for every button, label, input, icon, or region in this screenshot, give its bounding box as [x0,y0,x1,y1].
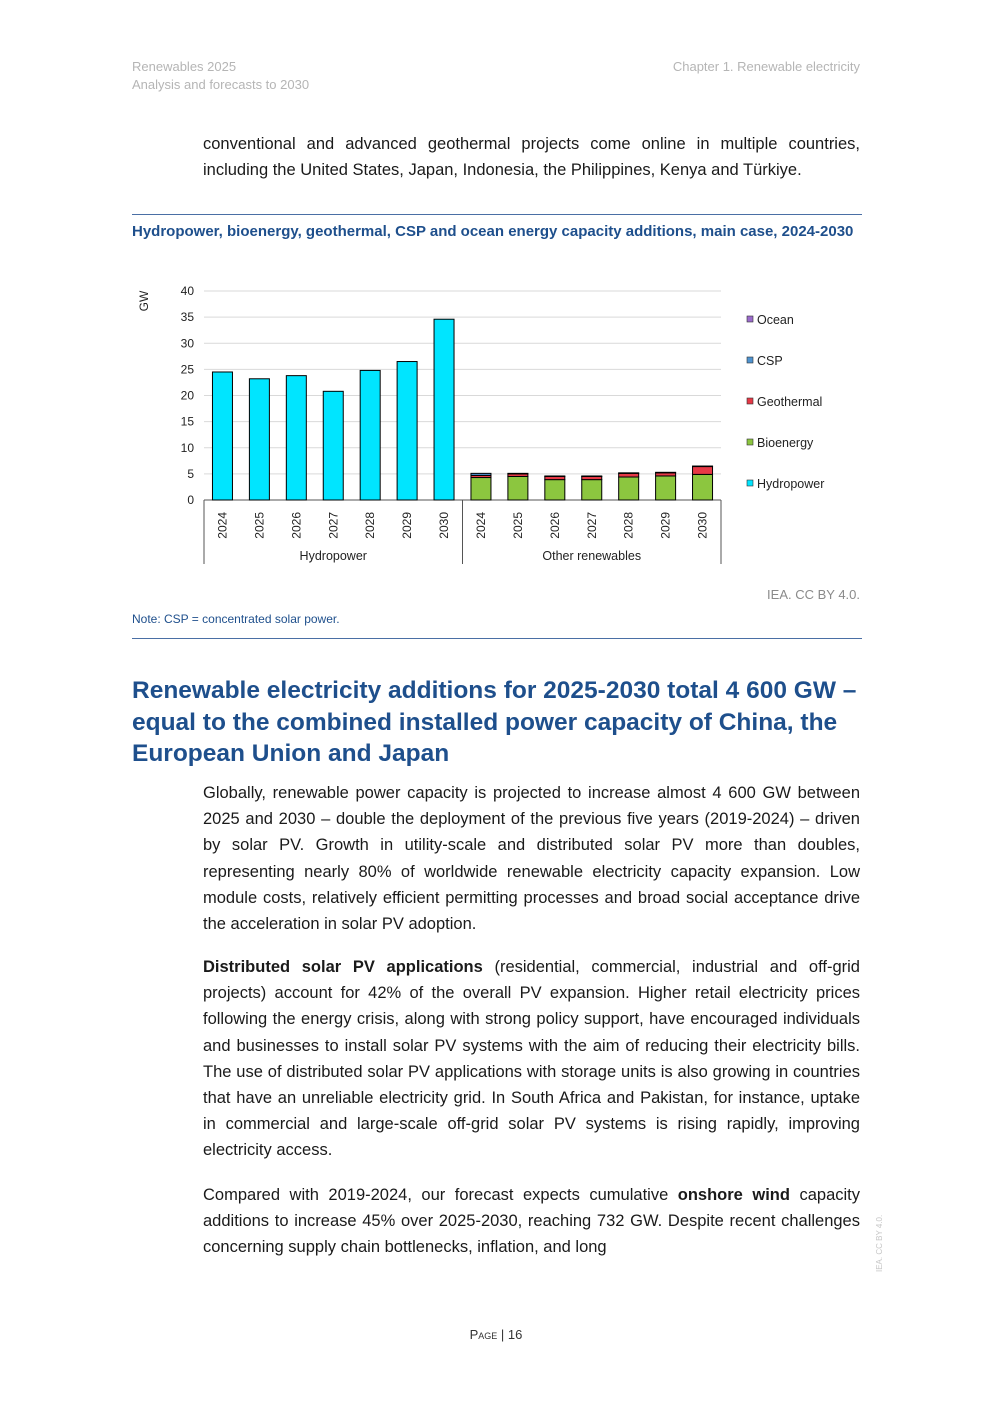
legend-label: CSP [757,354,783,368]
bar-bioenergy [619,477,639,500]
legend-swatch [747,398,753,404]
onshore-wind-intro: Compared with 2019-2024, our forecast expects cumulative [203,1186,678,1204]
y-tick-label: 5 [187,466,194,481]
x-tick-label: 2024 [473,512,488,539]
y-axis-label: GW [137,290,151,312]
bar-hydropower [212,372,232,500]
bar-hydropower [434,319,454,500]
page-label: Page [469,1327,498,1342]
capacity-additions-chart [132,278,862,568]
y-tick-label: 20 [180,388,194,403]
bar-csp [545,476,565,477]
bar-hydropower [397,362,417,500]
y-tick-label: 25 [180,362,194,377]
x-tick-label: 2025 [510,512,525,539]
figure-top-rule [132,214,862,215]
legend-label: Geothermal [757,395,823,409]
legend-swatch [747,316,753,322]
y-tick-label: 40 [180,284,194,298]
paragraph-global-capacity: Globally, renewable power capacity is projected to increase almost 4 600 GW between 2025 and 2030 – double the deployment of the previous five years (2019-2024) – driven by solar PV. Growth in utility-scale and distributed solar PV more than doubles, representing nearly 80% of worldwide renewable electricity capacity expansion. Low module costs, relatively efficient permitting processes and broad social acceptance drive the acceleration in solar PV adoption. [203,784,860,934]
y-tick-label: 10 [180,440,194,455]
bar-bioenergy [693,474,713,500]
page-number [0,1327,992,1342]
onshore-wind-lead: onshore wind [677,1186,790,1204]
bar-bioenergy [656,476,676,500]
legend-label: Bioenergy [757,436,814,450]
x-tick-label: 2030 [695,512,710,539]
figure-credit: IEA. CC BY 4.0. [767,587,860,602]
bar-hydropower [249,379,269,500]
x-tick-label: 2028 [621,512,636,539]
report-title: Renewables 2025 [132,59,237,74]
intro-paragraph: conventional and advanced geothermal projects come online in multiple countries, including the United States, Japan, Indonesia, the Philippines, Kenya and Türkiye. [203,135,860,179]
onshore-wind-text: capacity additions to increase 45% over 2025-2030, reaching 732 GW. Despite recent challenges concerning supply chain bottlenecks, inflation, and long [203,1186,860,1257]
group-label: Hydropower [299,549,367,563]
paragraph-distributed-pv [203,954,860,1164]
bar-bioenergy [508,476,528,500]
bar-csp [656,472,676,473]
y-tick-label: 0 [187,493,194,507]
figure-bottom-rule [132,638,862,639]
x-tick-label: 2027 [326,512,341,539]
legend-swatch [747,439,753,445]
x-tick-label: 2026 [289,512,304,539]
bar-csp [619,473,639,474]
figure-note: Note: CSP = concentrated solar power. [132,612,340,626]
running-header-left [132,58,309,94]
bar-csp [693,466,713,467]
paragraph-onshore-wind [203,1182,860,1261]
side-watermark: IEA. CC BY 4.0. [875,1214,884,1272]
x-tick-label: 2025 [252,512,267,539]
bar-hydropower [286,376,306,500]
bar-csp [471,473,491,475]
legend-swatch [747,357,753,363]
x-tick-label: 2029 [400,512,415,539]
legend-label: Ocean [757,313,794,327]
bar-bioenergy [582,480,602,500]
chapter-title: Chapter 1. Renewable electricity [672,59,860,74]
bar-bioenergy [471,478,491,500]
x-tick-label: 2027 [584,512,599,539]
bar-hydropower [323,391,343,500]
figure-title: Hydropower, bioenergy, geothermal, CSP and ocean energy capacity additions, main case, 2024-2030 [132,223,854,240]
section-heading: Renewable electricity additions for 2025-2030 total 4 600 GW – equal to the combined installed power capacity of China, the European Union and Japan [132,677,857,767]
bar-geothermal [693,467,713,475]
page-separator: | [497,1327,508,1342]
distributed-pv-text: (residential, commercial, industrial and off-grid projects) account for 42% of the overall PV expansion. Higher retail electricity prices following the energy crisis, along with strong policy support, have encouraged individuals and businesses to install solar PV systems with the aim of reducing their electricity bills. The use of distributed solar PV applications with storage units is also growing in countries that have an unreliable electricity grid. In South Africa and Pakistan, for instance, uptake in commercial and large-scale off-grid solar PV systems is rising rapidly, improving electricity access. [203,958,860,1160]
bar-csp [508,473,528,474]
bar-geothermal [619,473,639,477]
x-tick-label: 2026 [547,512,562,539]
legend-label: Hydropower [757,477,825,491]
legend-swatch [747,480,753,486]
distributed-pv-lead: Distributed solar PV applications [203,958,483,976]
report-subtitle: Analysis and forecasts to 2030 [132,77,310,92]
group-label: Other renewables [542,549,642,563]
page-number-value: 16 [507,1327,523,1342]
y-tick-label: 15 [180,414,194,429]
y-tick-label: 35 [180,310,194,325]
bar-csp [582,476,602,477]
x-tick-label: 2030 [437,512,452,539]
bar-bioenergy [545,480,565,500]
x-tick-label: 2029 [658,512,673,539]
x-tick-label: 2028 [363,512,378,539]
x-tick-label: 2024 [215,512,230,539]
y-tick-label: 30 [180,336,194,351]
bar-hydropower [360,370,380,500]
